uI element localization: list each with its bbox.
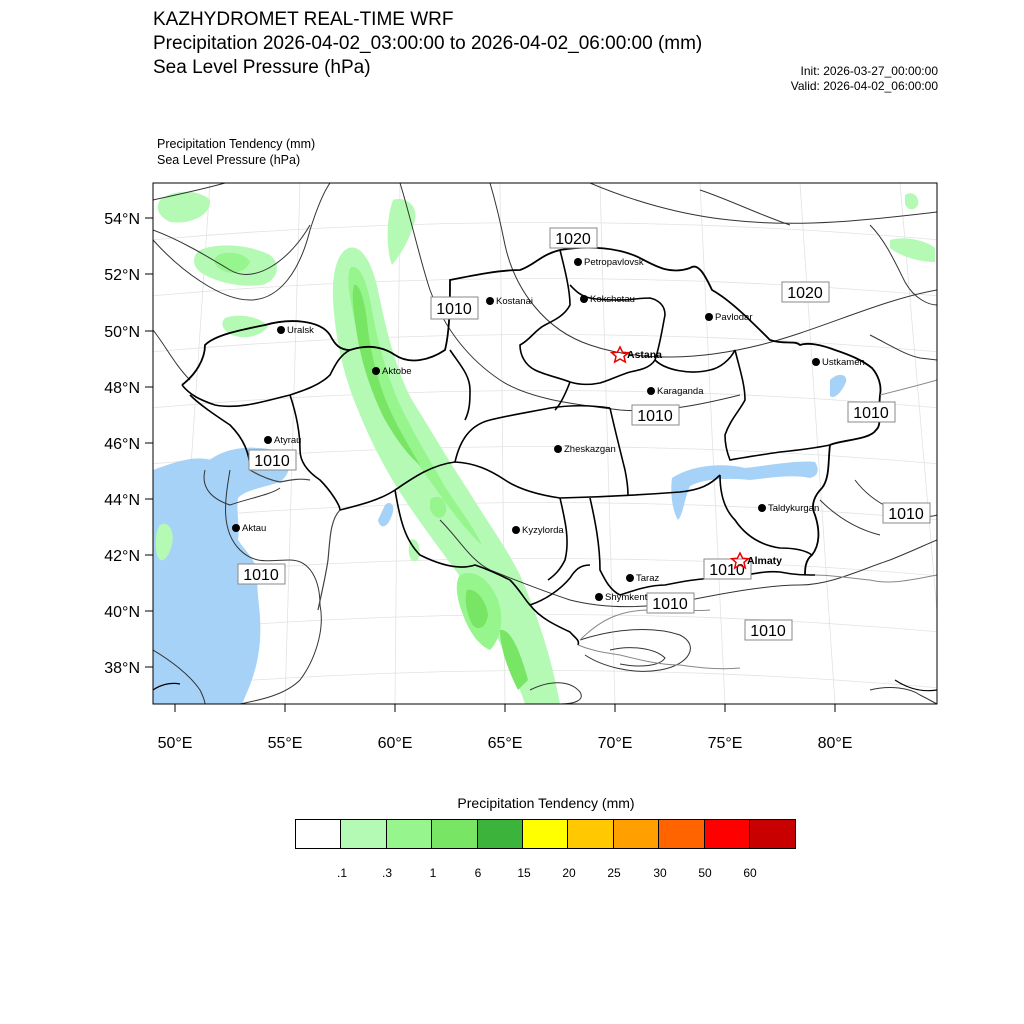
lat-label: 44°N xyxy=(104,492,140,509)
legend-tick: 1 xyxy=(429,866,437,880)
isobar-label: 1010 xyxy=(652,596,688,613)
legend-swatch xyxy=(659,820,704,848)
lat-label: 54°N xyxy=(104,211,140,228)
city-label: Aktobe xyxy=(382,366,412,377)
city-dot-atyrau xyxy=(264,436,272,444)
legend-swatch xyxy=(705,820,750,848)
legend-swatch xyxy=(341,820,386,848)
legend-tick: 6 xyxy=(474,866,482,880)
city-label: Kostanai xyxy=(496,296,533,307)
city-dot-kostanai xyxy=(486,297,494,305)
city-dot-taraz xyxy=(626,574,634,582)
legend-tick: .3 xyxy=(381,866,392,880)
city-dot-karaganda xyxy=(647,387,655,395)
legend-swatch xyxy=(432,820,477,848)
isobar-label: 1010 xyxy=(254,453,290,470)
lat-label: 50°N xyxy=(104,324,140,341)
lat-label: 42°N xyxy=(104,548,140,565)
city-dot-pavlodar xyxy=(705,313,713,321)
legend-tick: 50 xyxy=(698,866,712,880)
legend-swatch xyxy=(568,820,613,848)
legend-tick: 25 xyxy=(607,866,621,880)
lat-label: 52°N xyxy=(104,267,140,284)
legend-tick: .1 xyxy=(336,866,347,880)
legend-swatch xyxy=(387,820,432,848)
city-label: Petropavlovsk xyxy=(584,257,644,268)
isobar-label: 1020 xyxy=(555,231,591,248)
lat-labels xyxy=(104,211,140,677)
city-label: Atyrau xyxy=(274,435,302,446)
map-subtitle-pressure: Sea Level Pressure (hPa) xyxy=(153,57,371,78)
lon-label: 75°E xyxy=(707,735,743,752)
city-dot-uralsk xyxy=(277,326,285,334)
city-dot-ustkamen xyxy=(812,358,820,366)
legend-tick: 60 xyxy=(743,866,757,880)
init-time: Init: 2026-03-27_00:00:00 xyxy=(800,64,938,78)
city-dot-petropavlovsk xyxy=(574,258,582,266)
city-label-capital: Astana xyxy=(627,349,663,361)
lon-label: 80°E xyxy=(817,735,853,752)
legend-swatch xyxy=(750,820,795,848)
isobar-label: 1010 xyxy=(853,405,889,422)
city-label: Zheskazgan xyxy=(564,444,616,455)
legend-swatch xyxy=(523,820,568,848)
isobar-label: 1010 xyxy=(436,301,472,318)
isobar-label: 1010 xyxy=(709,562,745,579)
lon-label: 50°E xyxy=(157,735,193,752)
isobar-label: 1010 xyxy=(888,506,924,523)
isobar-label: 1020 xyxy=(787,285,823,302)
zaysan-lake xyxy=(830,375,846,397)
field-slp-label: Sea Level Pressure (hPa) xyxy=(157,153,301,167)
city-dot-kokshetau xyxy=(580,295,588,303)
legend-swatch xyxy=(478,820,523,848)
legend-tick: 15 xyxy=(517,866,531,880)
city-label: Taldykurgan xyxy=(768,503,820,514)
legend-title: Precipitation Tendency (mm) xyxy=(457,795,635,811)
legend-tick: 20 xyxy=(562,866,576,880)
city-markers xyxy=(232,257,865,603)
legend-swatch xyxy=(296,820,341,848)
city-label: Karaganda xyxy=(657,386,704,397)
city-dot-kyzylorda xyxy=(512,526,520,534)
isobar-label: 1010 xyxy=(637,408,673,425)
lat-label: 38°N xyxy=(104,660,140,677)
isobar-label: 1010 xyxy=(243,567,279,584)
city-label: Kokshetau xyxy=(590,294,635,305)
lon-label: 65°E xyxy=(487,735,523,752)
city-dot-aktau xyxy=(232,524,240,532)
field-precip-label: Precipitation Tendency (mm) xyxy=(157,137,316,151)
legend-tick: 30 xyxy=(653,866,667,880)
map-title: KAZHYDROMET REAL-TIME WRF xyxy=(153,9,454,30)
lon-label: 55°E xyxy=(267,735,303,752)
lon-label: 70°E xyxy=(597,735,633,752)
city-label: Pavlodar xyxy=(715,312,753,323)
capital-star-astana xyxy=(612,347,629,362)
city-label: Kyzylorda xyxy=(522,525,564,536)
legend-swatch xyxy=(614,820,659,848)
map-subtitle: Precipitation 2026-04-02_03:00:00 to 2026-04-02_06:00:00 (mm) xyxy=(153,33,703,54)
city-label: Uralsk xyxy=(287,325,314,336)
city-label: Aktau xyxy=(242,523,267,534)
lon-labels xyxy=(158,735,853,752)
city-label-capital: Almaty xyxy=(747,555,783,567)
lon-label: 60°E xyxy=(377,735,413,752)
lat-label: 46°N xyxy=(104,436,140,453)
legend-colorbar xyxy=(295,819,796,849)
lat-label: 40°N xyxy=(104,604,140,621)
lat-label: 48°N xyxy=(104,380,140,397)
city-dot-aktobe xyxy=(372,367,380,375)
city-label: Taraz xyxy=(636,573,660,584)
water-bodies xyxy=(153,375,846,704)
city-dot-zheskazgan xyxy=(554,445,562,453)
aral-sea-west xyxy=(378,503,393,526)
city-label: Shymkent xyxy=(605,592,648,603)
city-label: Ustkamen xyxy=(822,357,865,368)
isobar-label: 1010 xyxy=(750,623,786,640)
city-dot-shymkent xyxy=(595,593,603,601)
valid-time: Valid: 2026-04-02_06:00:00 xyxy=(790,79,938,93)
city-dot-taldykurgan xyxy=(758,504,766,512)
